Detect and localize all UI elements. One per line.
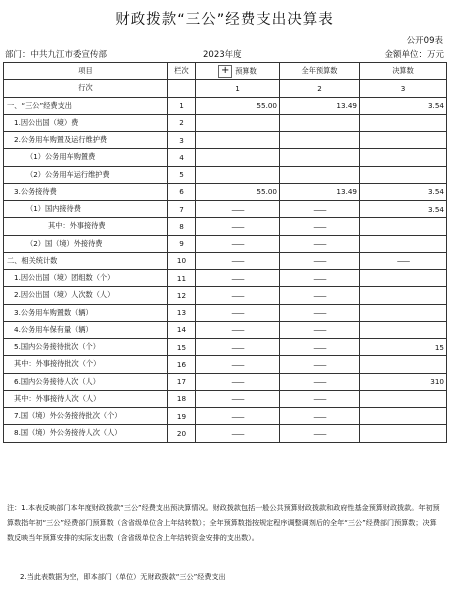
table-row [4,166,447,183]
row-full-budget: 13.49 [280,183,360,200]
row-final: 3.54 [360,97,447,114]
footnote-1: 注：1.本表反映部门本年度财政拨款“三公”经费支出预决算情况。财政拨款包括一般公共预算财政拨款和政府性基金预算财政拨款。年初预算数指年初“三公”经费部门预算数（含省级单位含上年结转数）；全年预算数指按规定程序调整调剂后的全年“三公”经费部门预算数；决算数反映当年预算安排的实际支出数（含省级单位含上年结转资金安排的支出数）。 [7,503,440,542]
row-number: 17 [168,373,196,390]
table-row [4,390,447,407]
row-final [360,304,447,321]
row-full-budget: —— [280,339,360,356]
row-number: 2 [168,114,196,131]
row-full-budget: 13.49 [280,97,360,114]
row-budget: —— [196,235,280,252]
row-budget: —— [196,390,280,407]
row-final: 3.54 [360,183,447,200]
table-row [4,183,447,200]
table-row [4,149,447,166]
row-budget [196,114,280,131]
row-budget: 55.00 [196,183,280,200]
table-row [4,321,447,338]
row-full-budget: —— [280,201,360,218]
row-final: 15 [360,339,447,356]
row-label: 其中：外事接待人次（人） [4,390,168,407]
row-final [360,270,447,287]
row-full-budget [280,114,360,131]
row-final [360,218,447,235]
table-row [4,373,447,390]
row-final [360,356,447,373]
row-number: 7 [168,201,196,218]
row-final [360,408,447,425]
row-final: 3.54 [360,201,447,218]
row-budget [196,149,280,166]
row-budget: —— [196,356,280,373]
table-row [4,356,447,373]
table-row [4,304,447,321]
row-label: 5.国内公务接待批次（个） [4,339,168,356]
row-full-budget [280,166,360,183]
row-budget: —— [196,408,280,425]
row-label: 3.公务接待费 [4,183,168,200]
row-final: —— [360,252,447,269]
row-final [360,425,447,442]
row-number: 15 [168,339,196,356]
header-row-no: 栏次 [168,63,196,80]
row-label: 1.因公出国（境）团组数（个） [4,270,168,287]
row-budget: —— [196,373,280,390]
row-full-budget: —— [280,321,360,338]
row-label: 2.公务用车购置及运行维护费 [4,132,168,149]
row-number: 9 [168,235,196,252]
header-full-budget: 全年预算数 [280,63,360,80]
row-full-budget: —— [280,304,360,321]
row-label: 1.因公出国（境）费 [4,114,168,131]
header-budget-label: 预算数 [235,66,257,76]
row-final [360,149,447,166]
row-label: 其中：外事接待批次（个） [4,356,168,373]
row-full-budget [280,149,360,166]
table-row [4,287,447,304]
table-row [4,339,447,356]
table-row [4,235,447,252]
header2-col1: 1 [196,80,280,97]
table-row [4,201,447,218]
header2-empty [168,80,196,97]
row-full-budget: —— [280,425,360,442]
row-full-budget: —— [280,252,360,269]
table-row [4,425,447,442]
row-final [360,166,447,183]
row-label: （1）公务用车购置费 [4,149,168,166]
row-number: 19 [168,408,196,425]
row-label: （2）国（境）外接待费 [4,235,168,252]
table-row [4,97,447,114]
table-row [4,408,447,425]
row-label: （1）国内接待费 [4,201,168,218]
form-number: 公开09表 [406,36,443,46]
row-number: 18 [168,390,196,407]
row-label: 7.国（境）外公务接待批次（个） [4,408,168,425]
row-final [360,390,447,407]
table-row [4,132,447,149]
year-label: 2023年度 [203,50,242,60]
row-number: 5 [168,166,196,183]
row-budget: —— [196,339,280,356]
expand-plus-icon[interactable]: + [218,65,232,78]
row-budget [196,166,280,183]
footnote-2: 2.当此表数据为空，即本部门（单位）无财政拨款“三公”经费支出 [20,572,226,581]
row-full-budget: —— [280,356,360,373]
row-full-budget: —— [280,270,360,287]
row-label: 2.因公出国（境）人次数（人） [4,287,168,304]
header2-item: 行次 [4,80,168,97]
row-budget: —— [196,218,280,235]
row-label: 6.国内公务接待人次（人） [4,373,168,390]
row-full-budget: —— [280,390,360,407]
row-label: 4.公务用车保有量（辆） [4,321,168,338]
row-number: 4 [168,149,196,166]
row-budget: —— [196,425,280,442]
header2-col3: 3 [360,80,447,97]
row-budget: —— [196,304,280,321]
row-final: 310 [360,373,447,390]
row-number: 6 [168,183,196,200]
header-item: 项目 [4,63,168,80]
table-row [4,252,447,269]
row-budget: —— [196,287,280,304]
department-label: 部门：中共九江市委宣传部 [5,50,108,60]
row-number: 1 [168,97,196,114]
row-label: （2）公务用车运行维护费 [4,166,168,183]
row-budget: —— [196,201,280,218]
header-final: 决算数 [360,63,447,80]
row-full-budget: —— [280,373,360,390]
table-row [4,270,447,287]
row-budget: 55.00 [196,97,280,114]
header-budget [196,63,280,80]
row-number: 13 [168,304,196,321]
row-label: 其中：外事接待费 [4,218,168,235]
row-full-budget: —— [280,235,360,252]
row-full-budget: —— [280,218,360,235]
row-number: 10 [168,252,196,269]
row-number: 12 [168,287,196,304]
row-final [360,114,447,131]
row-label: 8.国（境）外公务接待人次（人） [4,425,168,442]
meta-row [3,46,446,60]
row-final [360,235,447,252]
row-number: 11 [168,270,196,287]
table-row [4,114,447,131]
row-full-budget: —— [280,408,360,425]
header-row [4,63,447,80]
row-number: 14 [168,321,196,338]
row-budget [196,132,280,149]
unit-label: 金额单位：万元 [384,50,444,60]
row-final [360,287,447,304]
row-full-budget: —— [280,287,360,304]
row-budget: —— [196,252,280,269]
row-label: 一、“三公”经费支出 [4,97,168,114]
row-number: 3 [168,132,196,149]
row-full-budget [280,132,360,149]
row-budget: —— [196,270,280,287]
row-number: 16 [168,356,196,373]
table-row [4,218,447,235]
row-final [360,321,447,338]
header2-col2: 2 [280,80,360,97]
page-title: 财政拨款“三公”经费支出决算表 [115,12,334,28]
row-number: 20 [168,425,196,442]
header-row-2 [4,80,447,97]
row-label: 二、相关统计数 [4,252,168,269]
row-label: 3.公务用车购置数（辆） [4,304,168,321]
row-budget: —— [196,321,280,338]
row-final [360,132,447,149]
row-number: 8 [168,218,196,235]
expenditure-table [3,62,447,443]
